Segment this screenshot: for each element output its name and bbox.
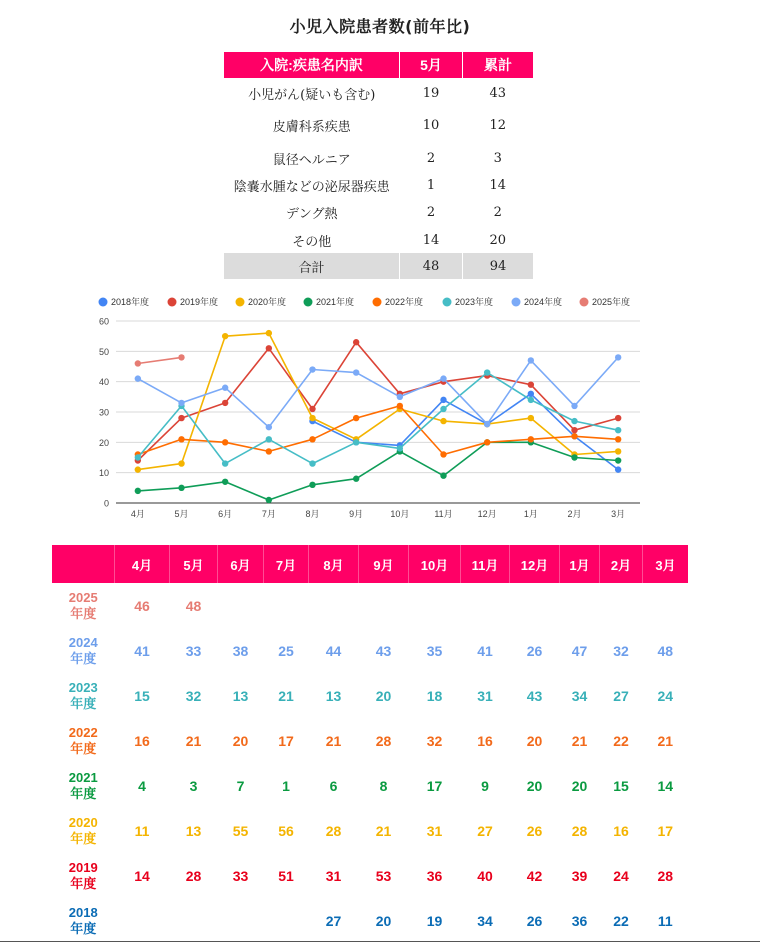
value-cell: 36 [571, 912, 588, 929]
value-cell: 14 [134, 867, 150, 884]
value-cell [409, 583, 461, 628]
year-label [52, 898, 115, 943]
legend-swatch [443, 298, 452, 307]
data-point [309, 460, 315, 466]
may-count: 19 [422, 85, 440, 101]
cumulative-count: 12 [489, 118, 507, 133]
year-label [52, 853, 115, 898]
data-point [309, 366, 315, 372]
legend-label: 2023年度 [455, 297, 494, 307]
data-point [266, 497, 272, 503]
x-tick-label: 10月 [390, 509, 410, 519]
year-row [52, 763, 688, 808]
disease-name: 鼠径ヘルニア [272, 152, 351, 168]
value-cell: 1 [282, 777, 290, 794]
disease-name: 小児がん(疑いも含む) [248, 87, 376, 103]
legend-item [304, 296, 355, 307]
month-header: 5月 [170, 545, 218, 583]
data-point [309, 406, 315, 412]
year-number: 2022 [68, 724, 98, 740]
data-point [571, 427, 577, 433]
disease-name: その他 [292, 234, 332, 250]
year-suffix: 年度 [70, 740, 97, 756]
yearly-data-table [52, 545, 688, 943]
value-cell: 31 [325, 867, 342, 884]
value-cell: 47 [571, 642, 588, 659]
year-suffix: 年度 [70, 920, 97, 936]
value-cell: 3 [189, 777, 198, 794]
value-cell: 24 [613, 867, 629, 884]
cumulative-count: 20 [489, 232, 507, 248]
x-tick-label: 9月 [349, 509, 364, 519]
legend-swatch [373, 298, 382, 307]
value-cell [170, 898, 218, 943]
table-row [224, 197, 533, 227]
may-count: 2 [426, 204, 436, 220]
value-cell: 21 [325, 732, 342, 749]
year-label [52, 763, 115, 808]
header-may: 5月 [400, 52, 463, 78]
value-cell: 11 [134, 822, 150, 839]
data-point [222, 400, 228, 406]
value-cell: 35 [426, 642, 443, 659]
data-point [178, 460, 184, 466]
data-point [571, 454, 577, 460]
value-cell: 43 [375, 642, 392, 659]
year-row [52, 583, 688, 628]
data-point [135, 488, 141, 494]
data-point [440, 451, 446, 457]
data-point [309, 482, 315, 488]
x-tick-label: 3月 [611, 509, 626, 519]
may-count: 2 [426, 150, 436, 166]
data-point [266, 345, 272, 351]
data-point [353, 369, 359, 375]
value-cell: 32 [613, 642, 629, 659]
value-cell: 41 [134, 642, 150, 659]
value-cell: 4 [138, 777, 146, 794]
value-cell: 13 [232, 687, 249, 704]
series-line [138, 442, 618, 500]
value-cell: 36 [426, 867, 443, 884]
value-cell: 15 [134, 687, 150, 704]
month-header: 8月 [309, 545, 359, 583]
y-tick-label: 10 [98, 468, 109, 479]
table-row [224, 143, 533, 173]
month-header: 6月 [218, 545, 264, 583]
data-point [397, 445, 403, 451]
value-cell [218, 898, 264, 943]
table-row [224, 173, 533, 197]
data-point [397, 394, 403, 400]
value-cell: 28 [185, 867, 202, 884]
year-number: 2019 [68, 859, 98, 875]
legend-label: 2022年度 [385, 297, 424, 307]
data-point [440, 397, 446, 403]
x-tick-label: 2月 [567, 509, 582, 519]
value-cell [560, 583, 600, 628]
value-cell: 24 [657, 687, 674, 704]
value-cell: 28 [657, 867, 674, 884]
value-cell: 39 [571, 867, 588, 884]
data-point [353, 476, 359, 482]
legend-swatch [304, 298, 313, 307]
data-point [178, 436, 184, 442]
y-tick-label: 60 [98, 316, 109, 327]
data-point [615, 427, 621, 433]
value-cell: 32 [185, 687, 202, 704]
table-header-row [224, 52, 533, 78]
value-cell: 25 [278, 642, 294, 659]
y-tick-label: 0 [103, 498, 109, 509]
value-cell [218, 583, 264, 628]
value-cell: 19 [426, 912, 443, 929]
data-point [528, 397, 534, 403]
data-point [178, 354, 184, 360]
data-point [178, 415, 184, 421]
legend-label: 2020年度 [248, 297, 287, 307]
disease-breakdown-table [224, 52, 533, 279]
value-cell: 26 [526, 912, 543, 929]
y-tick-label: 40 [98, 377, 109, 388]
value-cell: 33 [232, 867, 249, 884]
legend-item [443, 296, 494, 307]
value-cell: 32 [426, 732, 443, 749]
series-line [138, 373, 618, 464]
data-point [266, 448, 272, 454]
data-point [615, 466, 621, 472]
value-cell: 27 [325, 912, 342, 929]
value-cell: 9 [481, 777, 489, 794]
value-cell: 38 [232, 642, 249, 659]
value-cell: 27 [477, 822, 493, 839]
value-cell: 41 [477, 642, 493, 659]
value-cell: 18 [426, 687, 443, 704]
value-cell [115, 898, 170, 943]
data-point [178, 400, 184, 406]
may-count: 14 [422, 232, 440, 248]
value-cell: 44 [325, 642, 342, 659]
legend-swatch [512, 298, 521, 307]
value-cell: 28 [325, 822, 342, 839]
data-point [528, 382, 534, 388]
value-cell: 17 [657, 822, 674, 839]
month-header: 12月 [510, 545, 560, 583]
value-cell: 20 [526, 732, 543, 749]
disease-name: デング熱 [286, 206, 338, 222]
data-point [440, 473, 446, 479]
header-disease: 入院:疾患名内訳 [224, 52, 400, 78]
value-cell: 20 [375, 687, 392, 704]
legend-item [373, 296, 424, 307]
value-cell: 28 [375, 732, 392, 749]
x-tick-label: 12月 [477, 509, 497, 519]
data-point [571, 418, 577, 424]
data-point [397, 403, 403, 409]
month-header: 7月 [264, 545, 309, 583]
value-cell: 16 [613, 822, 629, 839]
data-point [440, 375, 446, 381]
x-tick-label: 8月 [305, 509, 320, 519]
cumulative-count: 14 [489, 177, 507, 193]
value-cell: 20 [571, 777, 588, 794]
value-cell [359, 583, 409, 628]
year-row [52, 808, 688, 853]
data-point [178, 485, 184, 491]
legend-label: 2018年度 [111, 297, 150, 307]
value-cell [461, 583, 510, 628]
value-cell: 48 [657, 642, 674, 659]
total-row [224, 253, 533, 279]
month-header: 3月 [643, 545, 689, 583]
value-cell [264, 583, 309, 628]
data-point [222, 479, 228, 485]
year-row [52, 898, 688, 943]
year-number: 2018 [68, 904, 98, 920]
value-cell: 26 [526, 642, 543, 659]
data-point [615, 448, 621, 454]
bottom-divider [0, 941, 760, 942]
data-point [484, 369, 490, 375]
year-suffix: 年度 [70, 650, 97, 666]
legend-swatch [168, 298, 177, 307]
data-point [222, 460, 228, 466]
value-cell: 13 [185, 822, 202, 839]
cumulative-count: 3 [493, 150, 502, 166]
data-point [528, 415, 534, 421]
data-point [353, 339, 359, 345]
value-cell: 26 [526, 822, 543, 839]
value-cell: 48 [185, 597, 202, 614]
year-number: 2021 [68, 769, 98, 785]
year-label [52, 808, 115, 853]
year-row [52, 628, 688, 673]
value-cell: 7 [236, 777, 245, 794]
value-cell: 16 [134, 732, 150, 749]
data-point [266, 330, 272, 336]
data-point [222, 439, 228, 445]
data-point [484, 421, 490, 427]
x-tick-label: 11月 [434, 509, 453, 519]
value-cell: 20 [526, 777, 543, 794]
grid-header-row [52, 545, 688, 583]
x-tick-label: 6月 [218, 509, 233, 519]
value-cell [600, 583, 643, 628]
data-point [440, 406, 446, 412]
month-header: 2月 [600, 545, 643, 583]
legend-label: 2019年度 [180, 297, 219, 307]
value-cell [264, 898, 309, 943]
value-cell: 34 [571, 687, 588, 704]
table-row [224, 78, 533, 108]
value-cell: 21 [185, 732, 202, 749]
data-point [528, 357, 534, 363]
value-cell: 34 [477, 912, 493, 929]
y-tick-label: 30 [98, 407, 109, 418]
month-header: 9月 [359, 545, 409, 583]
value-cell: 46 [134, 597, 150, 614]
value-cell: 31 [426, 822, 443, 839]
legend-swatch [580, 298, 589, 307]
value-cell [643, 583, 689, 628]
x-tick-label: 7月 [261, 509, 276, 519]
value-cell: 14 [657, 777, 674, 794]
year-suffix: 年度 [70, 785, 97, 801]
value-cell: 33 [185, 642, 202, 659]
value-cell: 17 [278, 732, 294, 749]
y-tick-label: 20 [98, 437, 109, 448]
data-point [266, 424, 272, 430]
table-row [224, 108, 533, 143]
value-cell: 8 [379, 777, 388, 794]
data-point [266, 436, 272, 442]
value-cell: 21 [278, 687, 294, 704]
value-cell: 16 [477, 732, 493, 749]
value-cell: 6 [329, 777, 338, 794]
year-row [52, 853, 688, 898]
year-number: 2020 [68, 814, 98, 830]
data-point [135, 454, 141, 460]
may-count: 10 [422, 118, 440, 133]
legend-label: 2024年度 [524, 297, 563, 307]
year-label [52, 718, 115, 763]
x-tick-label: 5月 [174, 509, 189, 519]
year-suffix: 年度 [70, 830, 97, 846]
legend-item [580, 296, 631, 307]
year-number: 2025 [68, 589, 98, 605]
value-cell: 53 [375, 867, 392, 884]
data-point [353, 439, 359, 445]
value-cell: 20 [232, 732, 249, 749]
data-point [615, 457, 621, 463]
data-point [571, 433, 577, 439]
data-point [484, 439, 490, 445]
legend-swatch [236, 298, 245, 307]
value-cell: 17 [426, 777, 443, 794]
data-point [222, 333, 228, 339]
data-point [528, 391, 534, 397]
year-suffix: 年度 [70, 605, 97, 621]
header-cumulative: 累計 [463, 52, 534, 78]
value-cell: 13 [325, 687, 342, 704]
total-may: 48 [400, 253, 463, 279]
legend-item [236, 296, 287, 307]
data-point [135, 375, 141, 381]
legend-item [512, 296, 563, 307]
data-point [615, 436, 621, 442]
year-suffix: 年度 [70, 875, 97, 891]
year-label [52, 673, 115, 718]
year-number: 2024 [68, 634, 98, 650]
year-row [52, 718, 688, 763]
value-cell: 27 [613, 687, 629, 704]
month-header: 10月 [409, 545, 461, 583]
y-tick-label: 50 [98, 346, 109, 357]
value-cell: 42 [526, 867, 543, 884]
grid-corner [52, 545, 115, 583]
x-tick-label: 1月 [523, 509, 538, 519]
total-cumulative: 94 [463, 253, 534, 279]
value-cell: 15 [613, 777, 629, 794]
data-point [440, 418, 446, 424]
year-label [52, 583, 115, 628]
series-line [138, 357, 182, 363]
year-label [52, 628, 115, 673]
data-point [135, 360, 141, 366]
data-point [135, 466, 141, 472]
value-cell: 21 [571, 732, 588, 749]
data-point [528, 436, 534, 442]
legend-item [168, 296, 219, 307]
value-cell: 55 [232, 822, 249, 839]
value-cell: 22 [613, 732, 629, 749]
value-cell: 20 [375, 912, 392, 929]
monthly-inpatients-line-chart [0, 290, 760, 530]
value-cell: 22 [613, 912, 629, 929]
month-header: 4月 [115, 545, 170, 583]
legend-label: 2021年度 [316, 297, 355, 307]
table-row [224, 227, 533, 253]
year-row [52, 673, 688, 718]
value-cell: 31 [477, 687, 493, 704]
data-point [309, 415, 315, 421]
may-count: 1 [426, 177, 436, 193]
data-point [615, 415, 621, 421]
value-cell [510, 583, 560, 628]
data-point [571, 403, 577, 409]
value-cell: 21 [375, 822, 392, 839]
value-cell: 43 [526, 687, 543, 704]
disease-name: 皮膚科系疾患 [272, 120, 351, 135]
cumulative-count: 2 [493, 204, 502, 220]
total-label: 合計 [224, 253, 400, 279]
month-header: 11月 [461, 545, 510, 583]
data-point [309, 436, 315, 442]
value-cell: 28 [571, 822, 588, 839]
legend-item [99, 296, 150, 307]
x-tick-label: 4月 [130, 509, 145, 519]
year-suffix: 年度 [70, 695, 97, 711]
value-cell: 21 [657, 732, 674, 749]
value-cell: 11 [657, 912, 673, 929]
year-number: 2023 [68, 679, 98, 695]
value-cell: 40 [477, 867, 493, 884]
legend-label: 2025年度 [592, 297, 631, 307]
page-title: 小児入院患者数(前年比) [289, 17, 471, 36]
value-cell: 56 [278, 822, 294, 839]
value-cell [309, 583, 359, 628]
disease-name: 陰嚢水腫などの泌尿器疾患 [233, 179, 390, 195]
data-point [353, 415, 359, 421]
month-header: 1月 [560, 545, 600, 583]
value-cell: 51 [278, 867, 294, 884]
data-point [615, 354, 621, 360]
cumulative-count: 43 [489, 85, 507, 101]
legend-swatch [99, 298, 108, 307]
data-point [222, 385, 228, 391]
